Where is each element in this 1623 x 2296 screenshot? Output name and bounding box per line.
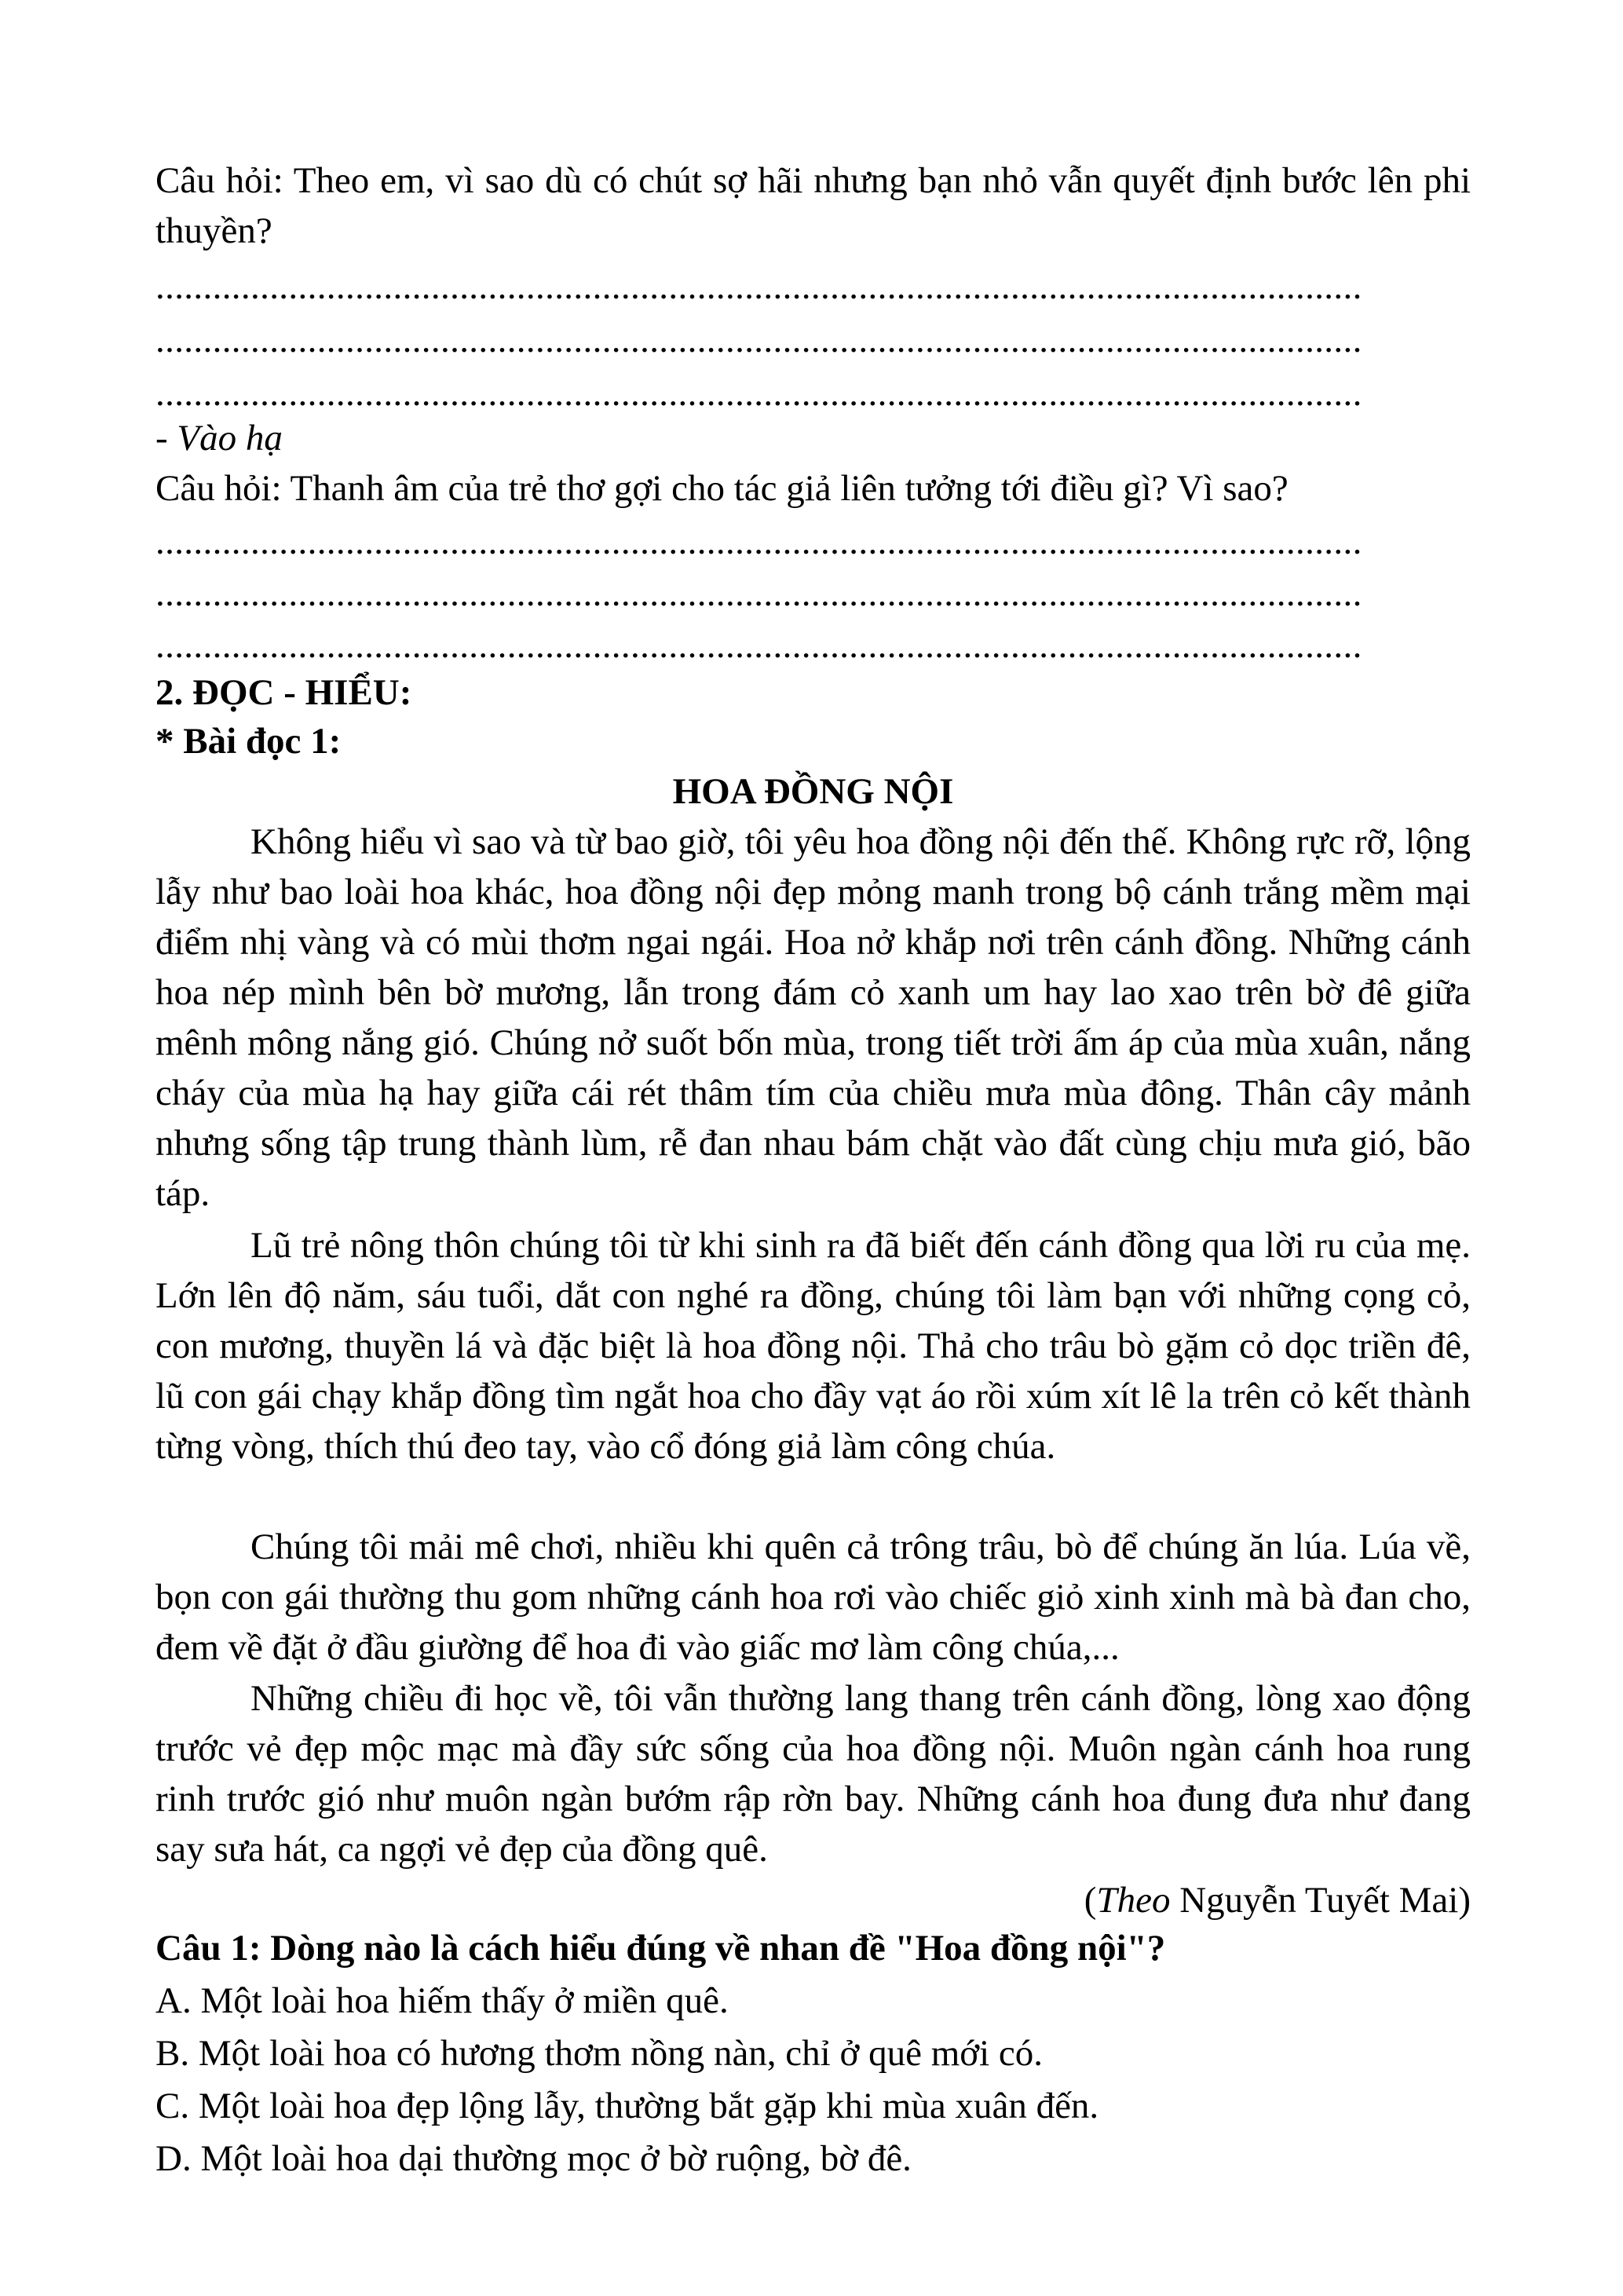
passage-paragraph-1: Không hiểu vì sao và từ bao giờ, tôi yêu hoa đồng nội đến thế. Không rực rỡ, lộng lẫy như bao loài hoa khác, hoa đồng nội đẹp mỏng manh trong bộ cánh trắng mềm mại điểm nhị vàng và có mùi thơm ngai ngái. Hoa nở khắp nơi trên cánh đồng. Những cánh hoa nép mình bên bờ mương, lẫn trong đám cỏ xanh um hay lao xao trên bờ đê giữa mênh mông nắng gió. Chúng nở suốt bốn mùa, trong tiết trời ấm áp của mùa xuân, nắng cháy của mùa hạ hay giữa cái rét thâm tím của chiều mưa mùa đông. Thân cây mảnh nhưng sống tập trung thành lùm, rễ đan nhau bám chặt vào đất cùng chịu mưa gió, bão táp. — [155, 821, 1471, 1214]
answer-line-3[interactable]: ............................................................................................................................... — [155, 373, 1362, 414]
answer-line-1[interactable]: ............................................................................................................................... — [155, 266, 1362, 307]
question-1-option-d[interactable]: D. Một loài hoa dại thường mọc ở bờ ruộng, bờ đê. — [155, 2138, 912, 2179]
subsection-title-vao-ha: - Vào hạ — [155, 418, 283, 459]
source-author: Nguyễn Tuyết Mai) — [1170, 1880, 1471, 1921]
passage-paragraph-4: Những chiều đi học về, tôi vẫn thường lang thang trên cánh đồng, lòng xao động trước vẻ đẹp mộc mạc mà đầy sức sống của hoa đồng nội. Muôn ngàn cánh hoa rung rinh trước gió như muôn ngàn bướm rập rờn bay. Những cánh hoa đung đưa như đang say sưa hát, ca ngợi vẻ đẹp của đồng quê. — [155, 1678, 1471, 1870]
passage-paragraph-3: Chúng tôi mải mê chơi, nhiều khi quên cả trông trâu, bò để chúng ăn lúa. Lúa về, bọn con gái thường thu gom những cánh hoa rơi vào chiếc giỏ xinh xinh mà bà đan cho, đem về đặt ở đầu giường để hoa đi vào giấc mơ làm công chúa,... — [155, 1526, 1471, 1668]
question-summer: Câu hỏi: Thanh âm của trẻ thơ gợi cho tác giả liên tưởng tới điều gì? Vì sao? — [155, 468, 1289, 509]
answer-line-2[interactable]: ............................................................................................................................... — [155, 320, 1362, 360]
answer-line-5[interactable]: ............................................................................................................................... — [155, 573, 1362, 614]
question-spaceship: Câu hỏi: Theo em, vì sao dù có chút sợ hãi nhưng bạn nhỏ vẫn quyết định bước lên phi thuyền? — [155, 160, 1471, 251]
question-1-option-c[interactable]: C. Một loài hoa đẹp lộng lẫy, thường bắt gặp khi mùa xuân đến. — [155, 2086, 1099, 2126]
passage-paragraph-2: Lũ trẻ nông thôn chúng tôi từ khi sinh ra đã biết đến cánh đồng qua lời ru của mẹ. Lớn lên độ năm, sáu tuổi, dắt con nghé ra đồng, chúng tôi làm bạn với những cọng cỏ, con mương, thuyền lá và đặc biệt là hoa đồng nội. Thả cho trâu bò gặm cỏ dọc triền đê, lũ con gái chạy khắp đồng tìm ngắt hoa cho đầy vạt áo rồi xúm xít lê la trên cỏ kết thành từng vòng, thích thú đeo tay, vào cổ đóng giả làm công chúa. — [155, 1225, 1471, 1467]
question-1-option-b[interactable]: B. Một loài hoa có hương thơm nồng nàn, chỉ ở quê mới có. — [155, 2033, 1044, 2074]
source-theo: Theo — [1096, 1880, 1171, 1921]
question-1-option-a[interactable]: A. Một loài hoa hiếm thấy ở miền quê. — [155, 1980, 729, 2021]
passage-source — [155, 1875, 1471, 1925]
reading-label: * Bài đọc 1: — [155, 721, 342, 762]
question-1-prompt: Câu 1: Dòng nào là cách hiểu đúng về nhan đề "Hoa đồng nội"? — [155, 1928, 1166, 1969]
answer-line-4[interactable]: ............................................................................................................................... — [155, 521, 1362, 562]
passage-title: HOA ĐỒNG NỘI — [672, 771, 954, 812]
source-open: ( — [1084, 1880, 1097, 1921]
section-heading: 2. ĐỌC - HIỂU: — [155, 672, 412, 713]
answer-line-6[interactable]: ............................................................................................................................... — [155, 625, 1362, 666]
